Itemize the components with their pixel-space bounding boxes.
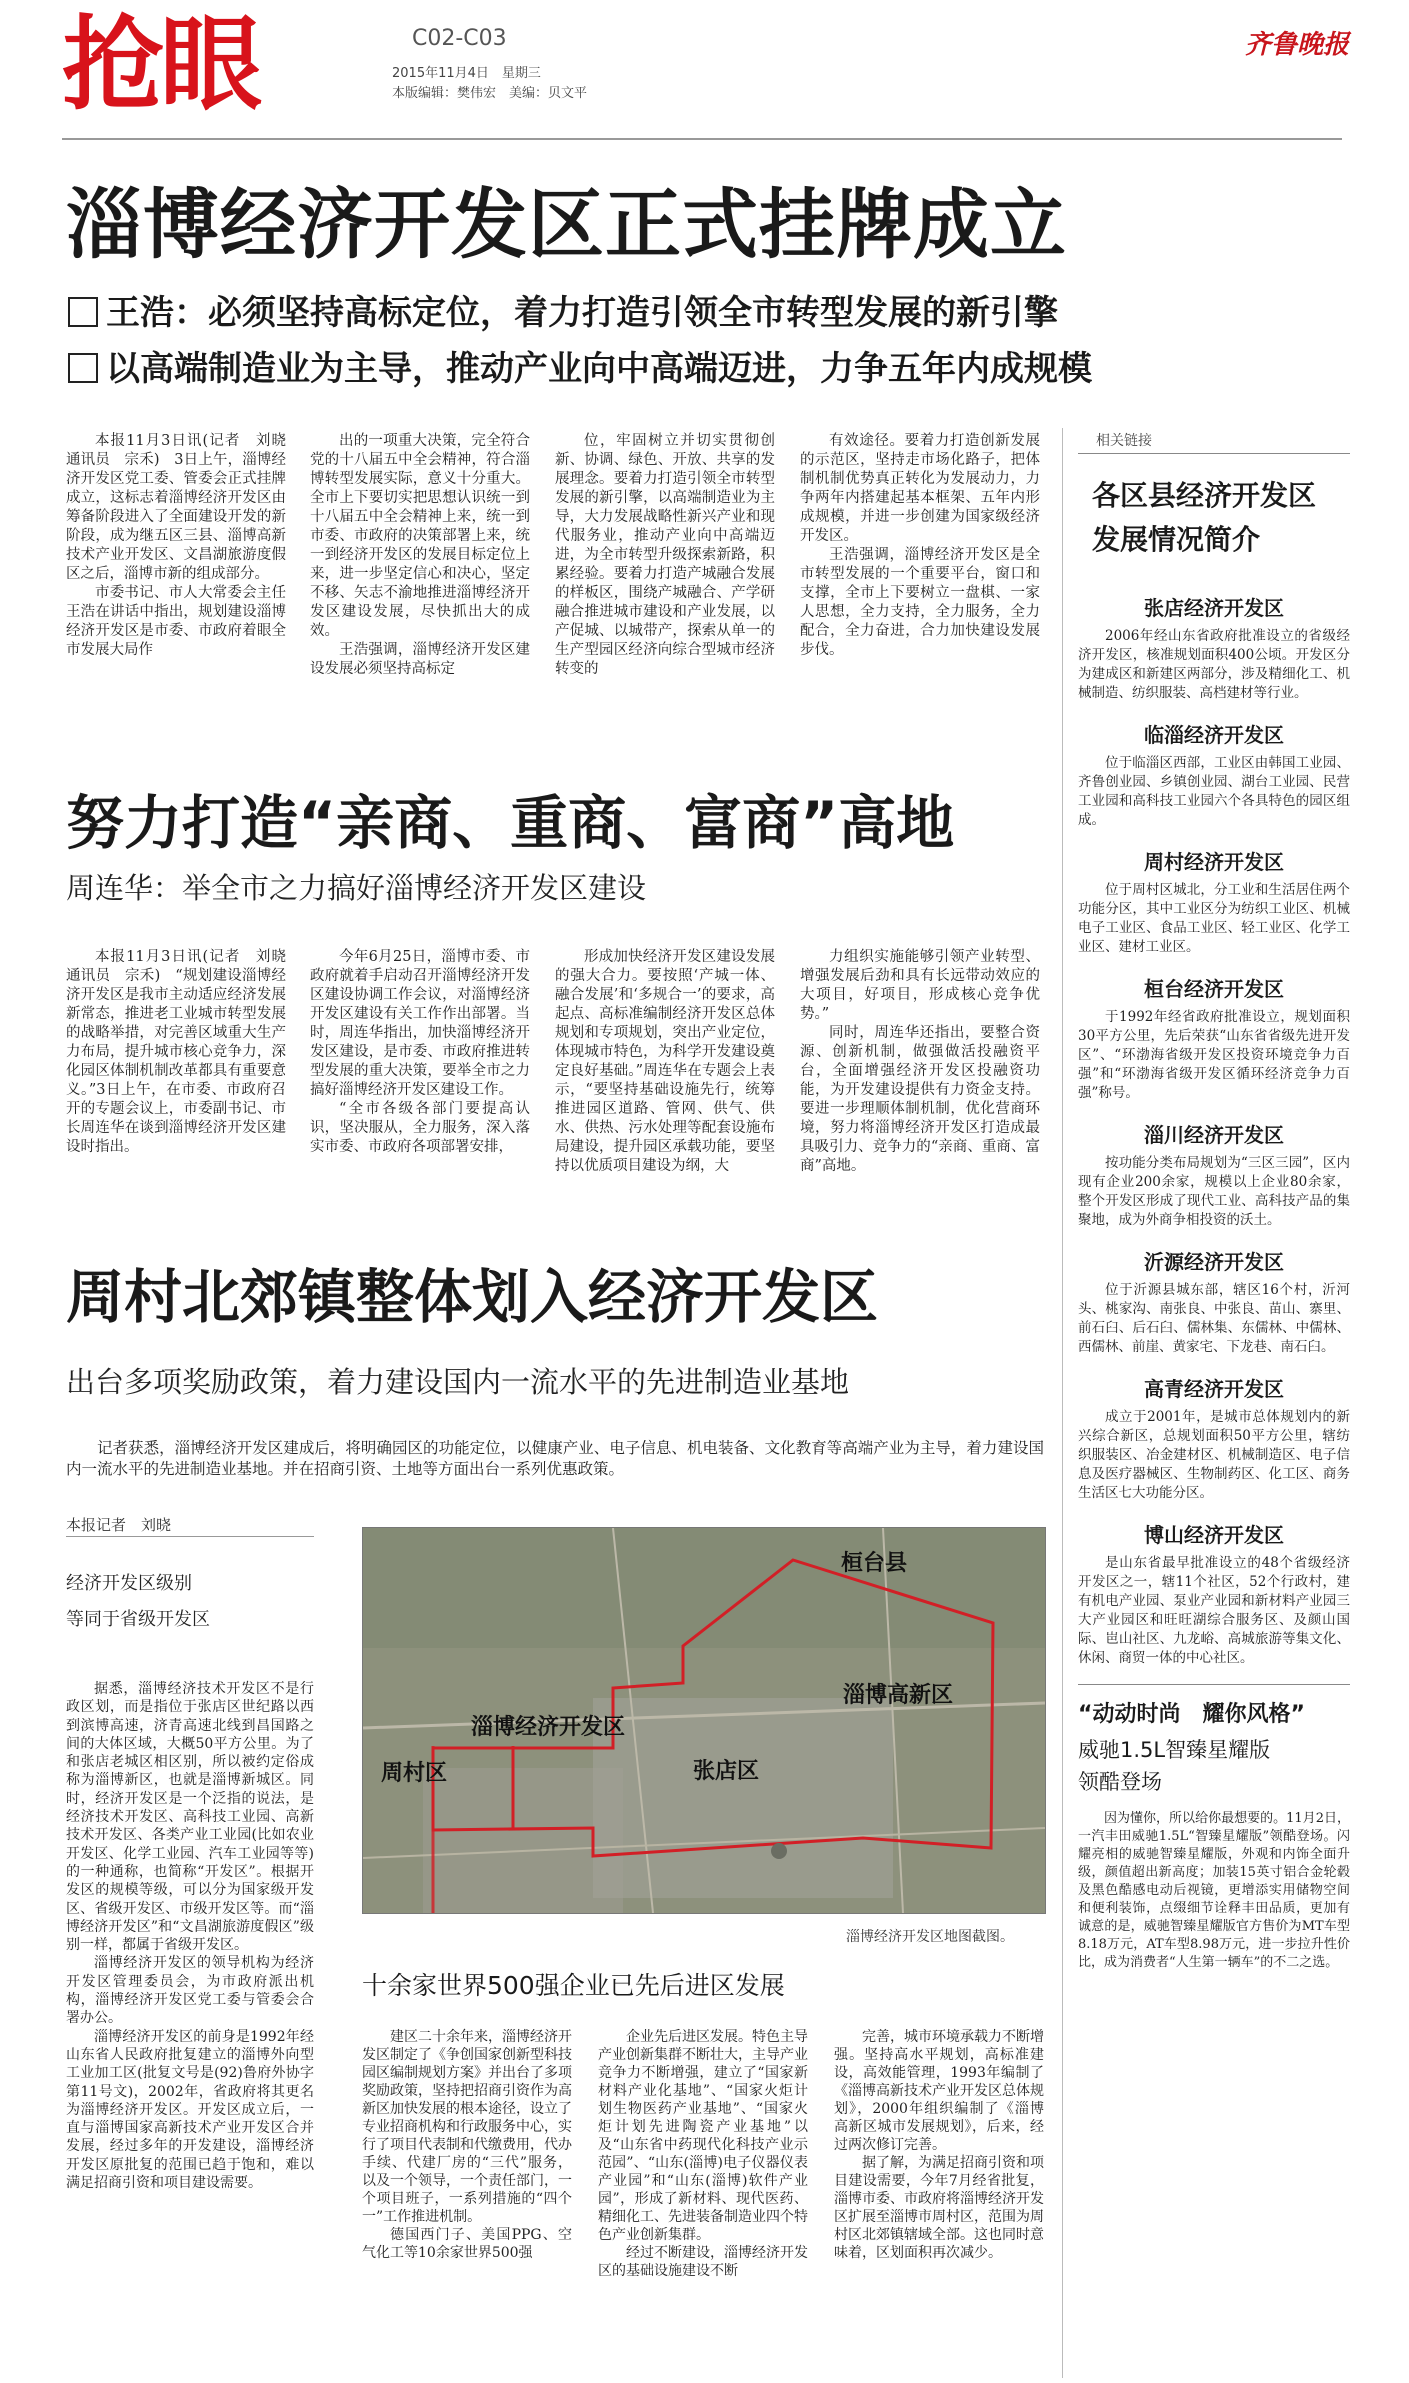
ad-block — [1078, 1684, 1350, 1972]
byline-rule — [66, 1536, 314, 1537]
second-column-3: 形成加快经济开发区建设发展的强大合力。要按照‘产城一体、融合发展’和‘多规合一’的要求，高起点、高标准编制经济开发区总体规划和专项规划，突出产业定位，体现城市特色，为科学开发建设奠定良好基础。”周连华在专题会上表示，“要坚持基础设施先行，统筹推进园区道路、管网、供气、供水、供热、污水处理等配套设施布局建设，提升园区承载功能，要坚持以优质项目建设为纲，大 — [555, 949, 775, 1174]
level-heading-1: 经济开发区级别 — [66, 1573, 192, 1594]
map-caption: 淄博经济开发区地图截图。 — [846, 1929, 1014, 1945]
second-column-4: 力组织实施能够引领产业转型、增强发展后劲和具有长远带动效应的大项目，好项目，形成核心竞争优势。” 同时，周连华还指出，要整合资源、创新机制，做强做活投融资平台，全面增强经济开发区投融资功能，为开发建设提供有力资金支持。要进一步理顺体制机制，优化营商环境，努力将淄博经济开发区打造成最具吸引力、竞争力的“亲商、重商、富商”高地。 — [800, 949, 1040, 1174]
masthead-divider — [62, 138, 1342, 140]
zone-entry: 桓台经济开发区 于1992年经省政府批准设立，规划面积30平方公里，先后荣获“山东省省级先进开发区”、“环渤海省级开发区投资环境竞争力百强”和“环渤海省级开发区循环经济竞争力百强”称号。 — [1078, 977, 1350, 1101]
page-range: C02-C03 — [412, 26, 507, 51]
lower-column-1: 建区二十余年来，淄博经济开发区制定了《争创国家创新型科技园区编制规划方案》并出台了多项奖励政策，坚持把招商引资作为高新区加快发展的根本途径，设立了专业招商机构和行政服务中心，实行了项目代表制和代缴费用，代办手续、代建厂房的“三代”服务，以及一个领导，一个责任部门，一个项目班子，一系列措施的“四个一”工作推进机制。 德国西门子、美国PPG、空气化工等10余家世界500强 — [362, 2029, 572, 2261]
lead-column-2: 出的一项重大决策，完全符合党的十八届五中全会精神，符合淄博转型发展实际，意义十分重大。全市上下要切实把思想认识统一到十八届五中全会精神上来，统一到市委、市政府的决策部署上来，统一到经济开发区的发展目标定位上来，进一步坚定信心和决心，坚定不移、矢志不渝地推进淄博经济开发区建设发展，尽快抓出大的成效。 王浩强调，淄博经济开发区建设发展必须坚持高标定 — [310, 433, 530, 677]
sidebar-title-1: 各区县经济开发区 — [1092, 479, 1317, 512]
map-label-huantai: 桓台县 — [841, 1551, 908, 1576]
level-column: 据悉，淄博经济技术开发区不是行政区划，而是指位于张店区世纪路以西到滨博高速，济青高速北线到昌国路之间的大体区域，大概50平方公里。为了和张店老城区相区别，所以被约定俗成称为淄博新区，也就是淄博新城区。同时，经济开发区是一个泛指的说法，是经济技术开发区、高科技工业园、高新技术开发区、各类产业工业园(比如农业开发区、化学工业园、汽车工业园等等)的一种通称，也简称“开发区”。根据开发区的规模等级，可以分为国家级开发区、省级开发区、市级开发区等。而“淄博经济开发区”和“文昌湖旅游度假区”级别一样，都属于省级开发区。 淄博经济开发区的领导机构为经济开发区管理委员会，为市政府派出机构，淄博经济开发区党工委与管委会合署办公。 淄博经济开发区的前身是1992年经山东省人民政府批复建立的淄博外向型工业加工区(批复文号是(92)鲁府外协字第11号文)，2002年，省政府将其更名为淄博经济开发区。开发区成立后，一直与淄博国家高新技术产业开发区合并发展，经过多年的开发建设，淄博经济开发区原批复的范围已趋于饱和，难以满足招商引资和项目建设需要。 — [66, 1681, 314, 2192]
lead-column-1: 本报11月3日讯(记者 刘晓 通讯员 宗禾) 3日上午，淄博经济开发区党工委、管委会正式挂牌成立，这标志着淄博经济开发区由筹备阶段进入了全面建设开发的新阶段，成为继五区三县、淄博高新技术产业开发区、文昌湖旅游度假区之后，淄博市新的组成部分。 市委书记、市人大常委会主任王浩在讲话中指出，规划建设淄博经济开发区是市委、市政府着眼全市发展大局作 — [66, 433, 301, 658]
square-bullet-icon — [68, 297, 98, 327]
sidebar-divider — [1062, 428, 1063, 2378]
map-drawing — [363, 1528, 1045, 1913]
lower-heading: 十余家世界500强企业已先后进区发展 — [362, 1971, 785, 2000]
second-column-1: 本报11月3日讯(记者 刘晓 通讯员 宗禾) “规划建设淄博经济开发区是我市主动适应经济发展新常态，推进老工业城市转型发展的战略举措，对完善区域重大生产力布局，提升城市核心竞争力，深化园区体制机制改革都具有重要意义。”3日上午，在市委、市政府召开的专题会议上，市委副书记、市长周连华在谈到淄博经济开发区建设时指出。 — [66, 949, 301, 1155]
map-label-jingkai: 淄博经济开发区 — [471, 1715, 626, 1740]
zone-entry: 博山经济开发区 是山东省最早批准设立的48个省级经济开发区之一，辖11个社区，52个行政村，建有机电产业园、泵业产业园和新材料产业园三大产业园区和旺旺湖综合服务区、及颜山国际、岜山社区、九龙峪、高城旅游等集文化、休闲、商贸一体的中心社区。 — [1078, 1523, 1350, 1666]
ad-title-1: 威驰1.5L智臻星耀版 — [1078, 1738, 1271, 1762]
zone-entry: 周村经济开发区 位于周村区城北，分工业和生活居住两个功能分区，其中工业区分为纺织工业区、机械电子工业区、食品工业区、轻工业区、化学工业区、建材工业区。 — [1078, 850, 1350, 955]
second-subhead: 周连华：举全市之力搞好淄博经济开发区建设 — [66, 871, 647, 905]
lower-column-2: 企业先后进区发展。特色主导产业创新集群不断壮大，主导产业竞争力不断增强，建立了“国家新材料产业化基地”、“国家火炬计划生物医药产业基地”、“国家火炬计划先进陶瓷产业基地”以及“山东省中药现代化科技产业示范园”、“山东(淄博)电子仪器仪表产业园”和“山东(淄博)软件产业园”，形成了新材料、现代医药、精细化工、先进装备制造业四个特色产业创新集群。 经过不断建设，淄博经济开发区的基础设施建设不断 — [598, 2029, 808, 2279]
zone-entry: 高青经济开发区 成立于2001年，是城市总体规划内的新兴综合新区，总规划面积50平方公里，辖纺织服装区、冶金建材区、机械制造区、电子信息及医疗器械区、生物制药区、化工区、商务生活区七大功能分区。 — [1078, 1377, 1350, 1501]
level-heading-2: 等同于省级开发区 — [66, 1609, 210, 1630]
lead-headline: 淄博经济开发区正式挂牌成立 — [66, 180, 1067, 269]
ad-text: 因为懂你，所以给你最想要的。11月2日，一汽丰田威驰1.5L“智臻星耀版”领酷登场。闪耀亮相的威驰智臻星耀版，外观和内饰全面升级，颜值超出新高度；加装15英寸铝合金轮毂及黑色酷感电动后视镜，更增添实用储物空间和便利装饰，点缀细节诠释丰田品质，更加有诚意的是，威驰智臻星耀版官方售价为MT车型8.18万元，AT车型8.98万元，进一步拉升性价比，成为消费者“人生第一辆车”的不二之选。 — [1078, 1811, 1350, 1970]
sidebar-title-2: 发展情况简介 — [1092, 523, 1261, 556]
ad-title-2: 领酷登场 — [1078, 1770, 1162, 1794]
map-screenshot — [362, 1527, 1046, 1914]
zone-entry: 沂源经济开发区 位于沂源县城东部，辖区16个村，沂河头、桃家沟、南张良、中张良、苗山、寨里、前石臼、后石臼、儒林集、东儒林、中儒林、西儒林、前崖、黄家宅、下龙巷、南石臼。 — [1078, 1250, 1350, 1355]
second-column-2: 今年6月25日，淄博市委、市政府就着手启动召开淄博经济开发区建设协调工作会议，对淄博经济开发区建设有关工作作出部署。当时，周连华指出，加快淄博经济开发区建设，是市委、市政府推进转型发展的重大决策，要举全市之力搞好淄博经济开发区建设工作。 “全市各级各部门要提高认识，坚决服从，全力服务，深入落实市委、市政府各项部署安排， — [310, 949, 530, 1155]
editors-credit: 本版编辑：樊伟宏 美编：贝文平 — [392, 86, 588, 101]
second-headline: 努力打造“亲商、重商、富商”高地 — [66, 789, 955, 857]
newspaper-brand-logo: 齐鲁晚报 — [1245, 30, 1350, 60]
map-label-gaoxin: 淄博高新区 — [843, 1683, 954, 1708]
zone-entry: 张店经济开发区 2006年经山东省政府批准设立的省级经济开发区，核准规划面积400公顷。开发区分为建成区和新建区两部分，涉及精细化工、机械制造、纺织服装、高档建材等行业。 — [1078, 596, 1350, 701]
zone-entry: 淄川经济开发区 按功能分类布局规划为“三区三园”，区内现有企业200余家，规模以上企业80余家，整个开发区形成了现代工业、高科技产品的集聚地，成为外商争相投资的沃土。 — [1078, 1123, 1350, 1228]
third-headline: 周村北郊镇整体划入经济开发区 — [66, 1263, 879, 1331]
lead-subhead-1: 王浩：必须坚持高标定位，着力打造引领全市转型发展的新引擎 — [68, 290, 1058, 336]
sidebar — [1078, 430, 1350, 1972]
map-label-zhangdian: 张店区 — [693, 1759, 760, 1784]
third-byline: 本报记者 刘晓 — [66, 1516, 172, 1534]
ad-slogan: “动动时尚 耀你风格” — [1078, 1702, 1305, 1727]
third-subhead: 出台多项奖励政策，着力建设国内一流水平的先进制造业基地 — [66, 1365, 850, 1399]
third-intro: 记者获悉，淄博经济开发区建成后，将明确园区的功能定位，以健康产业、电子信息、机电装备、文化教育等高端产业为主导，着力建设国内一流水平的先进制造业基地。并在招商引资、土地等方面出台一系列优惠政策。 — [66, 1439, 1044, 1478]
square-bullet-icon — [68, 353, 98, 383]
map-label-zhoucun: 周村区 — [381, 1761, 448, 1786]
lead-column-4: 有效途径。要着力打造创新发展的示范区，坚持走市场化路子，把体制机制优势真正转化为发展动力，力争两年内搭建起基本框架、五年内形成规模，并进一步创建为国家级经济开发区。 王浩强调，淄博经济开发区是全市转型发展的一个重要平台，窗口和支撑，全市上下要树立一盘棋、一家人思想，全力支持，全力服务，全力配合，全力奋进，合力加快建设发展步伐。 — [800, 433, 1040, 658]
issue-date: 2015年11月4日 星期三 — [392, 66, 541, 81]
lead-column-3: 位，牢固树立并切实贯彻创新、协调、绿色、开放、共享的发展理念。要着力打造引领全市转型发展的新引擎，以高端制造业为主导，大力发展战略性新兴产业和现代服务业，推动产业向中高端迈进，为全市转型升级探索新路，积累经验。要着力打造产城融合发展的样板区，围绕产城融合、产学研融合推进城市建设和产业发展，以产促城、以城带产，探索从单一的生产型园区经济向综合型城市经济转变的 — [555, 433, 775, 677]
lower-column-3: 完善，城市环境承载力不断增强。坚持高水平规划，高标准建设，高效能管理，1993年编制了《淄博高新技术产业开发区总体规划》，2000年组织编制了《淄博高新区城市发展规划》，后来，经过两次修订完善。 据了解，为满足招商引资和项目建设需要，今年7月经省批复，淄博市委、市政府将淄博经济开发区扩展至淄博市周村区，范围为周村区北郊镇辖域全部。这也同时意味着，区划面积再次减少。 — [834, 2029, 1044, 2261]
zone-entry: 临淄经济开发区 位于临淄区西部，工业区由韩国工业园、齐鲁创业园、乡镇创业园、湖台工业园、民营工业园和高科技工业园六个各具特色的园区组成。 — [1078, 723, 1350, 828]
lead-subhead-2: 以高端制造业为主导，推动产业向中高端迈进，力争五年内成规模 — [68, 346, 1092, 392]
related-links-tag: 相关链接 — [1078, 430, 1350, 454]
section-title: 抢眼 — [62, 6, 258, 125]
